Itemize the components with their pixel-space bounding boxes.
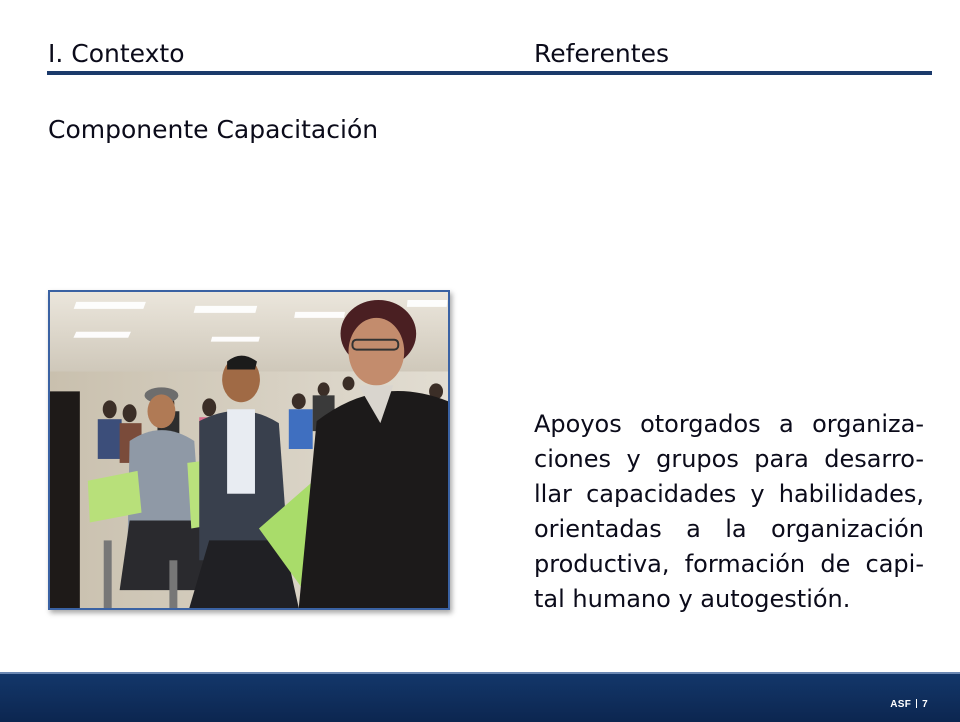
description-paragraph [534,407,924,617]
training-photo-illustration [50,292,448,608]
footer-page-label [890,699,928,710]
training-photo [48,290,450,610]
description-line: ciones y grupos para desarro- [534,445,924,473]
footer-separator [916,699,917,708]
description-line: llar capacidades y habilidades, [534,480,924,508]
footer-bar [0,672,960,722]
section-title: I. Contexto [48,39,185,68]
description-line: Apoyos otorgados a organiza- [534,410,924,438]
footer-org: ASF [890,699,912,710]
header-divider [47,71,932,75]
section-subheading: Referentes [534,39,669,68]
page-number: 7 [922,699,928,710]
description-line: orientadas a la organización [534,515,924,543]
description-line: productiva, formación de capi- [534,550,924,578]
component-title: Componente Capacitación [48,115,379,144]
description-line: tal humano y autogestión. [534,585,851,613]
